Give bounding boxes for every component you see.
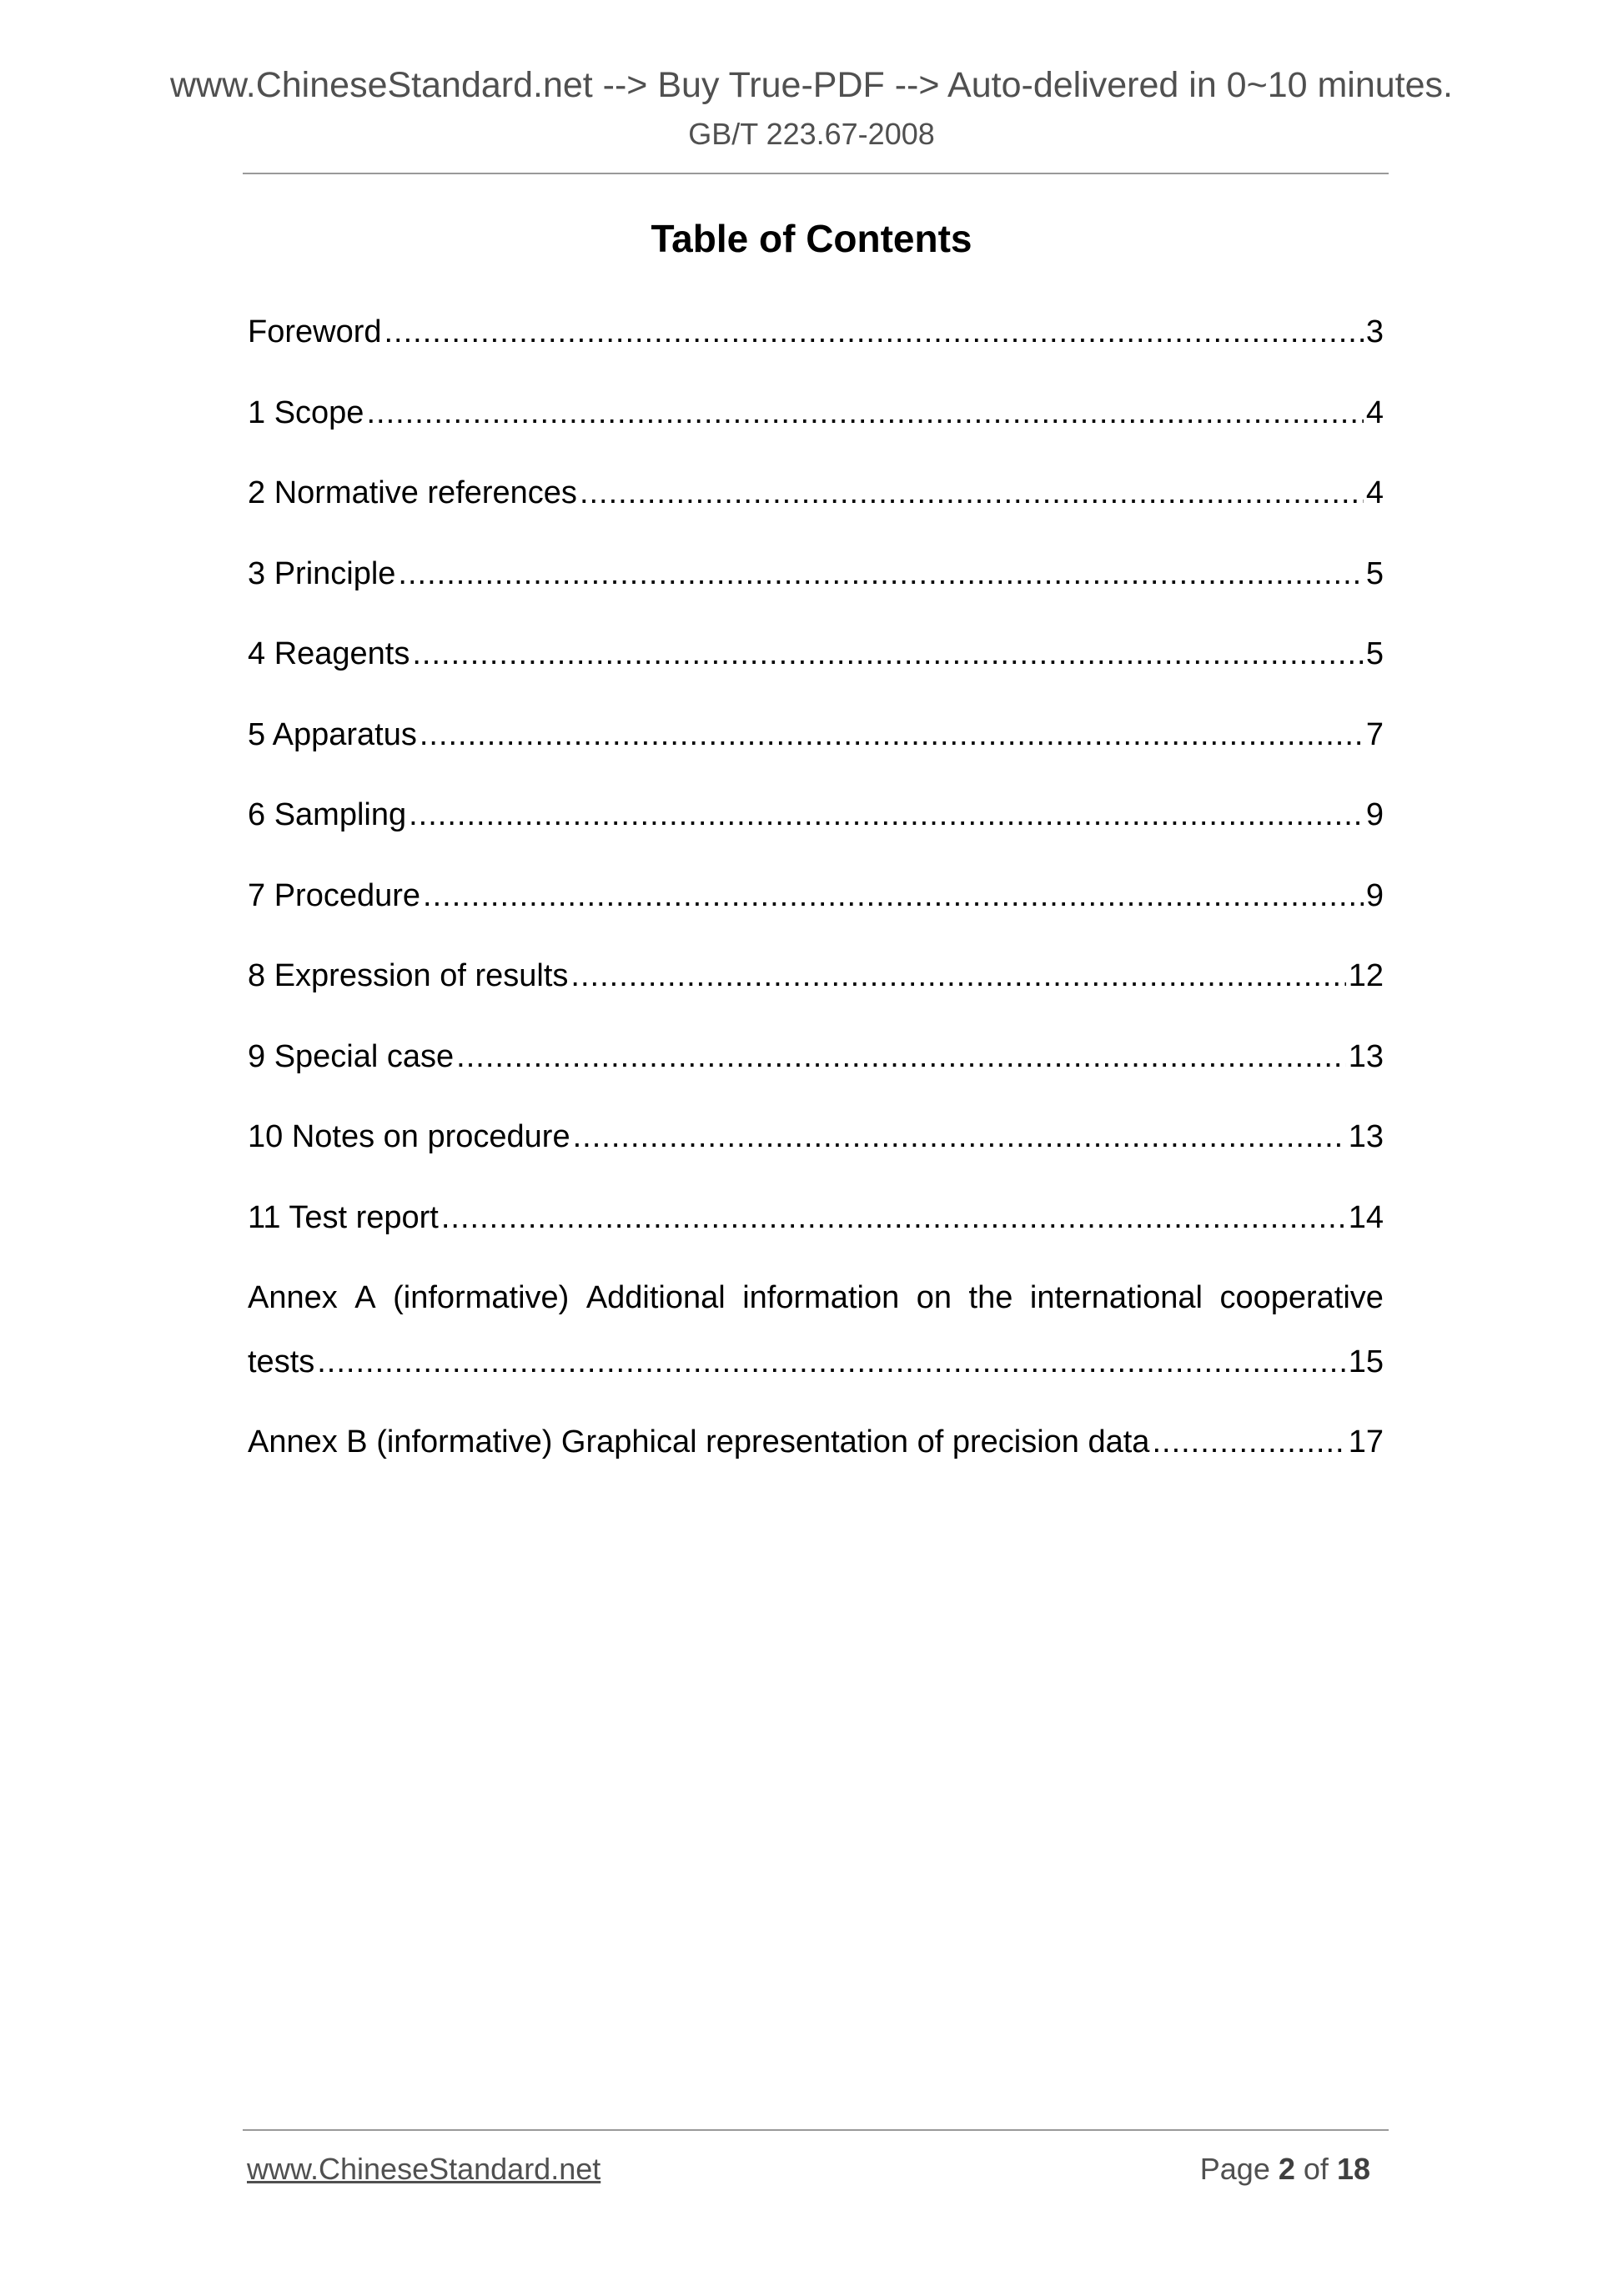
toc-entry-page: 13: [1348, 1119, 1384, 1154]
toc-entry-foreword[interactable]: [248, 312, 1384, 352]
toc-entry-page: 13: [1348, 1039, 1384, 1074]
page-separator: of: [1303, 2152, 1329, 2186]
toc-entry-label: Annex B (informative) Graphical representation of precision data: [248, 1424, 1150, 1459]
toc-entry-page: 4: [1365, 475, 1384, 510]
page-prefix: Page: [1199, 2152, 1270, 2186]
toc-entry-label: 6 Sampling: [248, 797, 407, 832]
toc-entry-notes-on-procedure[interactable]: [248, 1117, 1384, 1157]
toc-entry-page: 5: [1365, 556, 1384, 591]
toc-entry-reagents[interactable]: [248, 634, 1384, 674]
toc-leader: [580, 473, 1364, 513]
toc-leader: [398, 554, 1363, 594]
toc-entry-page: 9: [1365, 878, 1384, 913]
footer-site-link[interactable]: www.ChineseStandard.net: [247, 2152, 601, 2186]
standard-code: GB/T 223.67-2008: [688, 117, 935, 151]
page-title: Table of Contents: [651, 217, 972, 260]
toc-word: the: [968, 1280, 1013, 1315]
toc-entry-annex-b[interactable]: [248, 1422, 1384, 1462]
toc-entry-annex-a-line1[interactable]: [248, 1278, 1384, 1318]
toc-leader: [570, 956, 1345, 996]
toc-leader: [573, 1117, 1346, 1157]
toc-entry-label: Foreword: [248, 314, 382, 349]
toc-leader: [409, 795, 1364, 835]
toc-leader: [441, 1198, 1346, 1238]
toc-entry-label: 4 Reagents: [248, 636, 410, 671]
toc-word: information: [742, 1280, 900, 1315]
toc-leader: [456, 1037, 1346, 1077]
toc-entry-label: 7 Procedure: [248, 878, 421, 913]
toc-word: international: [1029, 1280, 1203, 1315]
header-divider: [243, 173, 1389, 174]
toc-entry-label: 8 Expression of results: [248, 958, 569, 993]
toc-entry-label: 9 Special case: [248, 1039, 455, 1074]
toc-entry-page: 14: [1348, 1200, 1384, 1235]
toc-word: Annex: [248, 1280, 338, 1315]
toc-entry-special-case[interactable]: [248, 1037, 1384, 1077]
toc-entry-page: 5: [1365, 636, 1384, 671]
toc-word: cooperative: [1219, 1280, 1384, 1315]
page-number: [1200, 2152, 1370, 2187]
toc-leader: [412, 634, 1363, 674]
toc-entry-sampling[interactable]: [248, 795, 1384, 835]
toc-entry-label: tests: [248, 1344, 315, 1379]
toc-entry-page: 15: [1348, 1344, 1384, 1379]
toc-entry-label: 10 Notes on procedure: [248, 1119, 570, 1154]
toc-leader: [366, 393, 1363, 433]
toc-leader: [423, 876, 1364, 916]
page-total: 18: [1336, 2152, 1370, 2186]
toc-leader: [1152, 1422, 1345, 1462]
toc-entry-label: 3 Principle: [248, 556, 396, 591]
toc-entry-page: 4: [1365, 395, 1384, 430]
toc-entry-normative-references[interactable]: [248, 473, 1384, 513]
toc-entry-apparatus[interactable]: [248, 715, 1384, 755]
footer-divider: [243, 2129, 1389, 2131]
toc-entry-scope[interactable]: [248, 393, 1384, 433]
toc-entry-principle[interactable]: [248, 554, 1384, 594]
toc-entry-page: 12: [1348, 958, 1384, 993]
toc-entry-page: 3: [1365, 314, 1384, 349]
toc-entry-label: 5 Apparatus: [248, 717, 417, 752]
toc-entry-expression-of-results[interactable]: [248, 956, 1384, 996]
toc-leader: [317, 1342, 1345, 1382]
toc-word: Additional: [585, 1280, 726, 1315]
toc-word: A: [354, 1280, 376, 1315]
page-current: 2: [1278, 2152, 1295, 2186]
toc-entry-label: 11 Test report: [248, 1200, 439, 1235]
toc-entry-label: 2 Normative references: [248, 475, 577, 510]
toc-word: on: [916, 1280, 952, 1315]
toc-word: (informative): [393, 1280, 570, 1315]
toc-entry-page: 9: [1365, 797, 1384, 832]
toc-entry-page: 17: [1348, 1424, 1384, 1459]
toc-entry-page: 7: [1365, 717, 1384, 752]
toc-leader: [384, 312, 1364, 352]
toc-entry-annex-a-line2[interactable]: [248, 1342, 1384, 1382]
toc-entry-procedure[interactable]: [248, 876, 1384, 916]
toc-entry-label: 1 Scope: [248, 395, 364, 430]
header-banner: www.ChineseStandard.net --> Buy True-PDF --> Auto-delivered in 0~10 minutes.: [169, 65, 1453, 105]
toc-entry-test-report[interactable]: [248, 1198, 1384, 1238]
toc-leader: [420, 715, 1364, 755]
